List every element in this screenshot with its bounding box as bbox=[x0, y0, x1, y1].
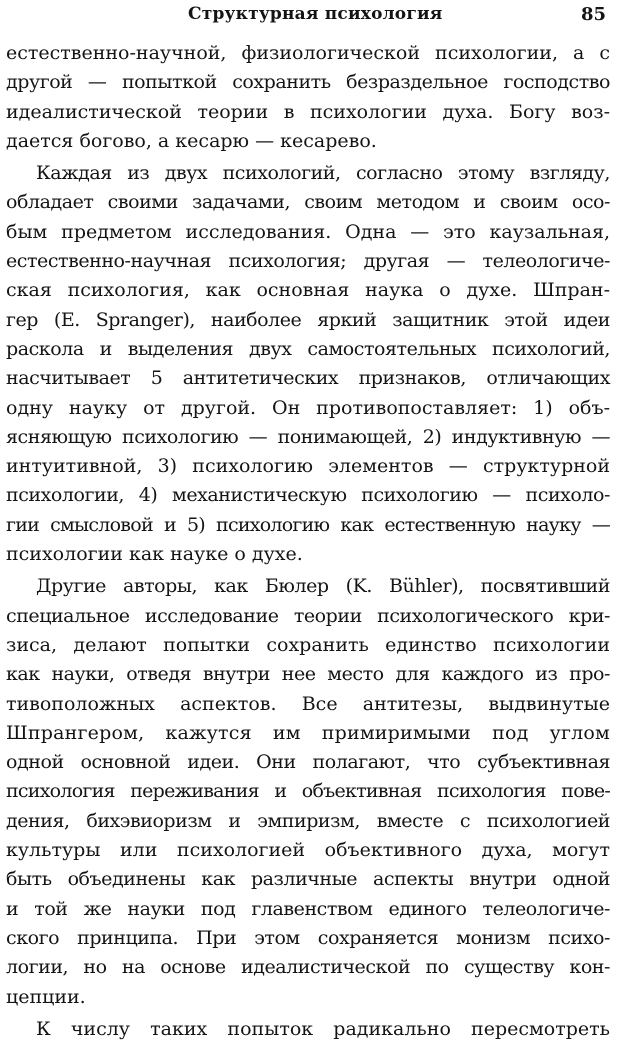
text-line: психологии как науке о духе. bbox=[6, 543, 303, 566]
text-line: К числу таких попыток радикально пересмотреть bbox=[36, 1017, 610, 1040]
text-line: обладает своими задачами, своим методом и своим осо- bbox=[6, 191, 610, 214]
text-line: другой — попыткой сохранить безраздельное господство bbox=[6, 71, 610, 94]
page-header bbox=[0, 4, 620, 30]
text-line: и той же науки под главенством единого телеологиче- bbox=[6, 897, 610, 920]
text-line: одну науку от другой. Он противопоставляет: 1) объ- bbox=[6, 396, 610, 419]
body-text bbox=[6, 39, 610, 1044]
text-line: гер (E. Spranger), наиболее яркий защитник этой идеи bbox=[6, 308, 610, 331]
text-line: естественно-научная психология; другая — телеологиче- bbox=[6, 250, 610, 273]
paragraph-4 bbox=[6, 1015, 610, 1044]
paragraph-1 bbox=[6, 39, 610, 156]
text-line: психология переживания и объективная психология пове- bbox=[6, 780, 610, 803]
text-line: ясняющую психологию — понимающей, 2) индуктивную — bbox=[6, 425, 610, 448]
text-line: интуитивной, 3) психологию элементов — структурной bbox=[6, 455, 610, 478]
text-line: Другие авторы, как Бюлер (K. Bühler), посвятивший bbox=[36, 575, 610, 598]
text-line: зиса, делают попытки сохранить единство психологии bbox=[6, 633, 610, 656]
text-line: психологии, 4) механистическую психологию — психоло- bbox=[6, 484, 610, 507]
paragraph-2 bbox=[6, 159, 610, 569]
text-line: культуры или психологией объективного духа, могут bbox=[6, 839, 610, 862]
text-line: логии, но на основе идеалистической по существу кон- bbox=[6, 956, 610, 979]
text-line: раскола и выделения двух самостоятельных психологий, bbox=[6, 337, 610, 360]
text-line: идеалистической теории в психологии духа. Богу воз- bbox=[6, 100, 610, 123]
text-line: цепции. bbox=[6, 985, 86, 1008]
text-line: одной основной идеи. Они полагают, что субъективная bbox=[6, 751, 610, 774]
text-line: как науки, отведя внутри нее место для каждого из про- bbox=[6, 663, 610, 686]
text-line: тивоположных аспектов. Все антитезы, выдвинутые bbox=[6, 692, 610, 715]
text-line: дения, бихэвиоризм и эмпиризм, вместе с психологией bbox=[6, 809, 610, 832]
text-line: дается богово, а кесарю — кесарево. bbox=[6, 129, 377, 152]
text-line: бым предметом исследования. Одна — это каузальная, bbox=[6, 220, 610, 243]
text-line: гии смысловой и 5) психологию как естественную науку — bbox=[6, 513, 610, 536]
running-title: Структурная психология bbox=[188, 4, 443, 24]
text-line: быть объединены как различные аспекты внутри одной bbox=[6, 868, 610, 891]
paragraph-3 bbox=[6, 572, 610, 1011]
text-line: Каждая из двух психологий, согласно этому взгляду, bbox=[36, 162, 610, 185]
text-line: естественно-научной, физиологической психологии, а с bbox=[6, 42, 610, 64]
text-line: ского принципа. При этом сохраняется монизм психо- bbox=[6, 926, 610, 949]
text-line: ская психология, как основная наука о духе. Шпран- bbox=[6, 279, 610, 302]
page-number: 85 bbox=[580, 4, 606, 25]
text-line: насчитывает 5 антитетических признаков, отличающих bbox=[6, 367, 610, 390]
text-line: Шпрангером, кажутся им примиримыми под углом bbox=[6, 721, 610, 744]
text-line: специальное исследование теории психологического кри- bbox=[6, 604, 610, 627]
